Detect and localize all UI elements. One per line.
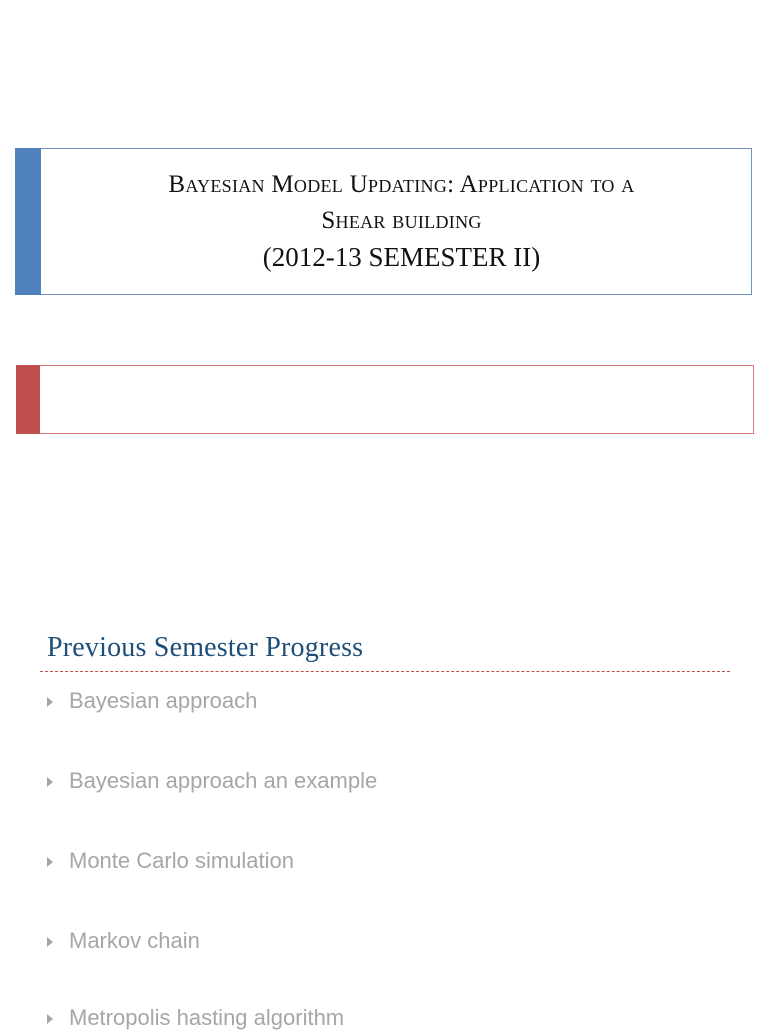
list-item [47,766,377,796]
bullet-arrow-icon [47,697,53,707]
slide-title [56,167,747,275]
subtitle-accent-bar [16,365,40,434]
bullet-arrow-icon [47,937,53,947]
list-item-label: Bayesian approach [69,688,258,713]
title-line-1: Bayesian Model Updating: Application to a [168,171,635,198]
list-item [47,686,257,716]
heading-divider [40,671,730,672]
title-box [15,148,752,295]
bullet-arrow-icon [47,857,53,867]
list-item [47,1003,344,1033]
list-item-label: Metropolis hasting algorithm [69,1005,345,1030]
title-accent-bar [15,148,41,295]
list-item [47,846,294,876]
bullet-arrow-icon [47,777,53,787]
list-item [47,926,200,956]
list-item-label: Markov chain [69,928,200,953]
bullet-arrow-icon [47,1014,53,1024]
title-line-2: Shear building [321,207,482,234]
title-line-3: (2012-13 SEMESTER II) [262,242,541,272]
subtitle-box [16,365,754,434]
list-item-label: Bayesian approach an example [69,768,378,793]
list-item-label: Monte Carlo simulation [69,848,294,873]
section-heading: Previous Semester Progress [47,632,364,663]
